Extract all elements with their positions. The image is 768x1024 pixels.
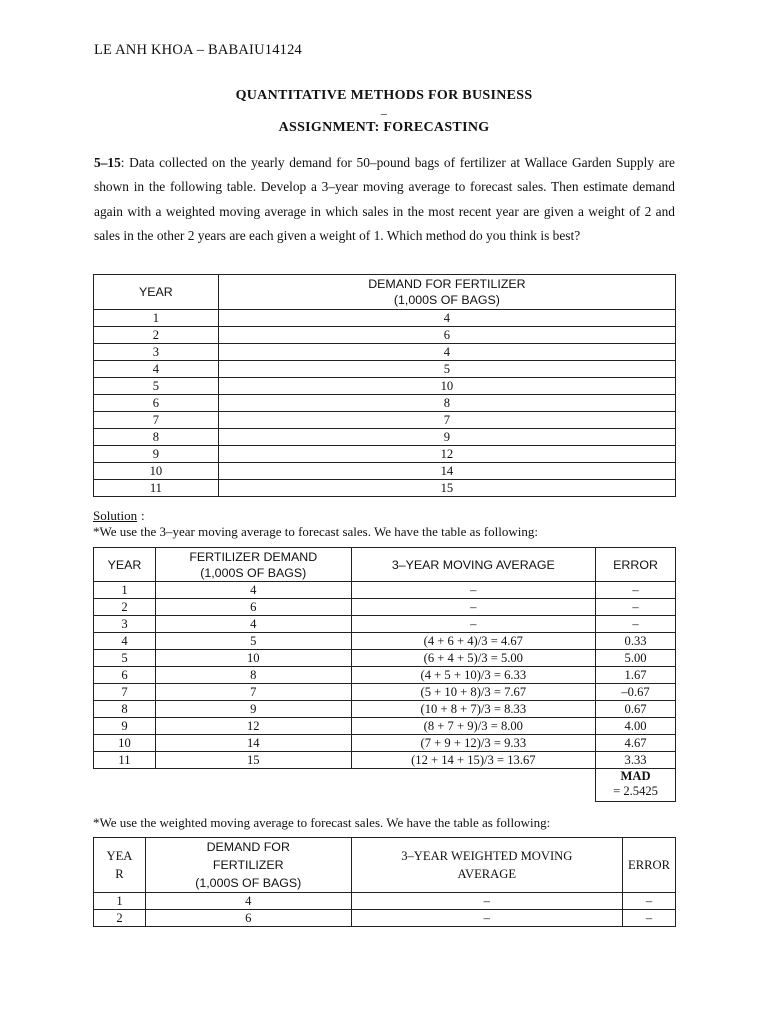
table-row: 2 6 [94, 327, 676, 344]
mad-value: = 2.5425 [613, 784, 658, 798]
table-row: 1 4 – – [94, 893, 676, 910]
author-line: LE ANH KHOA – BABAIU14124 [94, 42, 302, 58]
table-row: 1 4 [94, 310, 676, 327]
table-header-row [94, 275, 676, 310]
moving-average-table [93, 547, 676, 802]
table-row: 9 12 (8 + 7 + 9)/3 = 8.00 4.00 [94, 718, 676, 735]
table-row: 6 8 [94, 395, 676, 412]
mad-cell [596, 769, 676, 802]
table-row: 1 4 – – [94, 582, 676, 599]
table-row: 5 10 (6 + 4 + 5)/3 = 5.00 5.00 [94, 650, 676, 667]
header-year: YEAR [94, 548, 156, 582]
demand-table [93, 274, 676, 497]
table-row: 11 15 (12 + 14 + 15)/3 = 13.67 3.33 [94, 752, 676, 769]
table-header-row [94, 838, 676, 893]
table-row: 6 8 (4 + 5 + 10)/3 = 6.33 1.67 [94, 667, 676, 684]
solution-heading: Solution [93, 508, 138, 523]
header-year: YEAR [94, 275, 219, 310]
mad-label: MAD [620, 769, 651, 783]
header-error: ERROR [623, 838, 676, 893]
table-row: 3 4 – – [94, 616, 676, 633]
table-row: 11 15 [94, 480, 676, 497]
header-year: YEA R [94, 838, 146, 893]
table-row: 4 5 (4 + 6 + 4)/3 = 4.67 0.33 [94, 633, 676, 650]
table-row: 2 6 – – [94, 599, 676, 616]
table-row: 4 5 [94, 361, 676, 378]
header-demand: DEMAND FOR FERTILIZER (1,000S OF BAGS) [218, 275, 675, 310]
mad-row [94, 769, 676, 802]
header-error: ERROR [596, 548, 676, 582]
table-row: 7 7 [94, 412, 676, 429]
solution-ma-intro: *We use the 3–year moving average to forecast sales. We have the table as following: [93, 524, 538, 539]
table-row: 5 10 [94, 378, 676, 395]
table-row: 8 9 [94, 429, 676, 446]
table-row: 9 12 [94, 446, 676, 463]
table-row: 10 14 [94, 463, 676, 480]
header-demand: FERTILIZER DEMAND (1,000S OF BAGS) [155, 548, 351, 582]
table-header-row [94, 548, 676, 582]
table-row: 3 4 [94, 344, 676, 361]
table-row: 10 14 (7 + 9 + 12)/3 = 9.33 4.67 [94, 735, 676, 752]
solution-colon: : [141, 508, 145, 523]
table-row: 8 9 (10 + 8 + 7)/3 = 8.33 0.67 [94, 701, 676, 718]
problem-number: 5–15 [94, 155, 121, 170]
table-row: 2 6 – – [94, 910, 676, 927]
weighted-moving-average-table [93, 837, 676, 927]
header-demand: DEMAND FOR FERTILIZER (1,000S OF BAGS) [145, 838, 351, 893]
assignment-title: ASSIGNMENT: FORECASTING [278, 120, 490, 135]
header-moving-average: 3–YEAR MOVING AVERAGE [351, 548, 596, 582]
course-title: QUANTITATIVE METHODS FOR BUSINESS [235, 88, 533, 103]
solution-wma-intro: *We use the weighted moving average to forecast sales. We have the table as following: [93, 815, 551, 830]
problem-statement [94, 151, 675, 249]
title-dash: – [380, 106, 388, 120]
header-weighted-moving-average: 3–YEAR WEIGHTED MOVING AVERAGE [351, 838, 622, 893]
table-row: 7 7 (5 + 10 + 8)/3 = 7.67 –0.67 [94, 684, 676, 701]
problem-text: : Data collected on the yearly demand for 50–pound bags of fertilizer at Wallace Garden Supply are shown in the following table. Develop a 3–year moving average to forecast sales. Then estimate demand again with a weighted moving average in which sales in the most recent year are given a weight of 2 and sales in the other 2 years are each given a weight of 1. Which method do you think is best? [94, 155, 675, 244]
